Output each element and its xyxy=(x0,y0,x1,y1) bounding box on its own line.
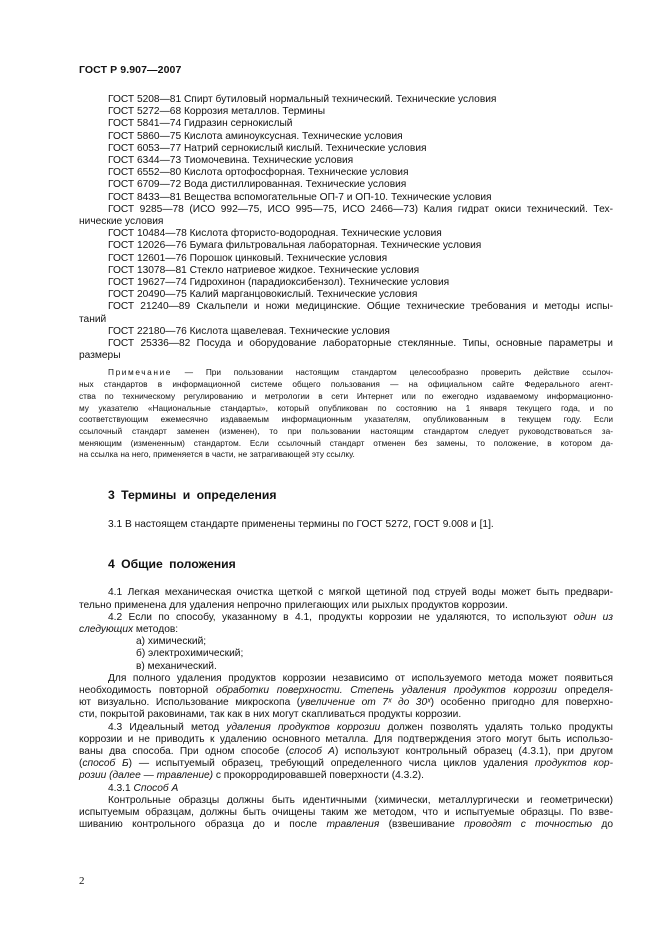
text-run: ( xyxy=(79,758,83,770)
italic-run: продуктов кор- xyxy=(534,758,613,770)
italic-run: травления xyxy=(326,819,380,831)
italic-run: удаления продуктов коррозии xyxy=(226,721,381,733)
section-heading: 3 Термины и определения xyxy=(108,488,277,503)
italic-run: способ Б xyxy=(82,758,129,770)
text-run: ваны два способа. При одном способе ( xyxy=(79,745,290,757)
text-run: 4.3.1 xyxy=(108,782,134,794)
text-line xyxy=(79,612,613,624)
paragraph-full-removal xyxy=(79,673,613,722)
reference-item: ГОСТ 6344—73 Тиомочевина. Технические условия xyxy=(108,155,354,167)
text-run: должен позволять удалять только продукты xyxy=(380,721,613,733)
note-line: меняющим (измененным) стандартом. Если ссылочный стандарт отменен без замены, то положение, в котором да- xyxy=(79,437,613,448)
text-line: 4.1 Легкая механическая очистка щеткой с мягкой щетиной под струей воды может быть предвари- xyxy=(108,587,613,599)
document-code-header: ГОСТ Р 9.907—2007 xyxy=(79,64,182,76)
reference-item: ГОСТ 20490—75 Калий марганцовокислый. Технические условия xyxy=(108,289,418,301)
page-content xyxy=(79,94,613,831)
text-line: Контрольные образцы должны быть идентичными (химически, металлургически и геометрически) xyxy=(108,794,613,806)
paragraph-4-3 xyxy=(79,722,613,783)
text-line: Для полного удаления продуктов коррозии независимо от используемого метода может появиться xyxy=(108,672,613,684)
text-run: шиванию контрольного образца до и после xyxy=(79,819,327,831)
reference-item: ГОСТ 19627—74 Гидрохинон (парадиоксибензол). Технические условия xyxy=(108,277,450,289)
text-line xyxy=(79,685,613,697)
text-run: с прокорродировавшей поверхности (4.3.2). xyxy=(213,770,424,782)
text-line xyxy=(79,746,613,758)
paragraph: 3.1 В настоящем стандарте применены термины по ГОСТ 5272, ГОСТ 9.008 и [1]. xyxy=(108,519,494,531)
section-heading: 4 Общие положения xyxy=(108,557,236,572)
text-run: определя- xyxy=(556,684,613,696)
text-run: 4.2 Если по способу, указанному в 4.1, продукты коррозии не удаляются, то используют xyxy=(108,611,574,623)
section-3 xyxy=(79,488,613,531)
reference-item: ГОСТ 5860—75 Кислота аминоуксусная. Технические условия xyxy=(108,130,403,142)
paragraph-4-1 xyxy=(79,587,613,611)
reference-item: ГОСТ 5208—81 Спирт бутиловый нормальный технический. Технические условия xyxy=(108,94,497,105)
method-item: в) механический. xyxy=(136,660,217,672)
normative-references-list xyxy=(79,94,613,362)
text-line: сти, покрытой раковинами, так как в них могут скапливаться продукты коррозии. xyxy=(79,709,462,721)
text-line xyxy=(79,722,613,734)
note-line: ссылочный стандарт заменен (изменен), то при пользовании настоящим стандартом следует руководствоваться за- xyxy=(79,425,613,436)
note-text: — При пользовании настоящим стандартом целесообразно проверить действие ссылоч- xyxy=(184,367,613,378)
reference-item: ГОСТ 12601—76 Порошок цинковый. Технические условия xyxy=(108,252,388,264)
italic-run: один из xyxy=(573,611,613,623)
section-4 xyxy=(79,557,613,831)
reference-item: ГОСТ 6552—80 Кислота ортофосфорная. Технические условия xyxy=(108,167,409,179)
reference-item: ГОСТ 22180—76 Кислота щавелевая. Технические условия xyxy=(108,325,390,337)
reference-note xyxy=(79,367,613,461)
italic-run: увеличение от 7ˣ до 30ˣ xyxy=(300,697,431,709)
italic-run: следующих xyxy=(79,623,134,635)
reference-item: ГОСТ 9285—78 (ИСО 992—75, ИСО 995—75, ИСО 2466—73) Калия гидрат окиси технический. Тех- xyxy=(108,203,613,215)
reference-item: ГОСТ 25336—82 Посуда и оборудование лабораторные стеклянные. Типы, основные параметры и xyxy=(108,338,613,350)
note-label: Примечание xyxy=(108,367,173,378)
italic-run: проводят с точностью xyxy=(464,819,592,831)
text-line xyxy=(79,758,613,770)
reference-item: ГОСТ 6709—72 Вода дистиллированная. Технические условия xyxy=(108,179,407,191)
text-run: ) используют контрольный образец (4.3.1), при другом xyxy=(334,745,613,757)
text-run: ) особенно пригодно для поверхно- xyxy=(430,697,613,709)
text-line xyxy=(79,697,613,709)
reference-item: ГОСТ 13078—81 Стекло натриевое жидкое. Технические условия xyxy=(108,264,420,276)
italic-run: Способ А xyxy=(133,782,179,794)
text-line: испытуемым образцам, должны быть очищены таким же методом, что и испытуемые образцы. По взве- xyxy=(79,806,613,818)
text-run: методов: xyxy=(133,623,179,635)
text-run: ют визуально. Использование микроскопа ( xyxy=(79,697,301,709)
text-run: необходимость повторной xyxy=(79,684,216,696)
text-run: до xyxy=(592,819,613,831)
note-line: му указателю «Национальные стандарты», который опубликован по состоянию на 1 января текущего года, и по xyxy=(79,402,613,413)
reference-item: ГОСТ 12026—76 Бумага фильтровальная лабораторная. Технические условия xyxy=(108,240,482,252)
paragraph-control-samples xyxy=(79,795,613,832)
text-run: (взвешивание xyxy=(379,819,465,831)
reference-item-continuation: нические условия xyxy=(79,216,164,228)
reference-item: ГОСТ 21240—89 Скальпели и ножи медицинские. Общие технические требования и методы испы- xyxy=(108,301,613,313)
method-item: б) электрохимический; xyxy=(136,648,244,660)
reference-item: ГОСТ 10484—78 Кислота фтористо-водородная. Технические условия xyxy=(108,228,442,240)
note-line: ства по техническому регулированию и метрологии в сети Интернет или по ежегодно издаваемому информационно- xyxy=(79,390,613,401)
italic-run: способ А xyxy=(289,745,335,757)
reference-item-continuation: таний xyxy=(79,313,107,325)
reference-item: ГОСТ 5272—68 Коррозия металлов. Термины xyxy=(108,106,326,118)
text-line: тельно применена для удаления непрочно прилегающих или рыхлых продуктов коррозии. xyxy=(79,599,508,611)
page-number: 2 xyxy=(79,875,85,887)
reference-item: ГОСТ 6053—77 Натрий сернокислый кислый. Технические условия xyxy=(108,142,427,154)
italic-run: обработки поверхности. Степень удаления продуктов коррозии xyxy=(215,684,557,696)
text-line xyxy=(79,770,613,782)
text-line xyxy=(79,819,613,831)
reference-item: ГОСТ 8433—81 Вещества вспомогательные ОП-7 и ОП-10. Технические условия xyxy=(108,191,492,203)
note-first-line xyxy=(79,367,613,379)
paragraph-4-2 xyxy=(79,612,613,673)
note-line: на ссылка на него, применяется в части, не затрагивающей эту ссылку. xyxy=(79,449,355,460)
subsection-4-3-1-heading xyxy=(79,783,613,795)
italic-run: розии (далее — травление) xyxy=(79,770,214,782)
reference-item-continuation: размеры xyxy=(79,350,121,362)
text-line xyxy=(79,624,613,636)
note-line: соответствующим ежемесячно издаваемым информационным указателям, опубликованным в текущем году. Если xyxy=(79,414,613,425)
note-line: ных стандартов в информационной системе общего пользования — на официальном сайте Федерального агент- xyxy=(79,379,613,390)
text-line: коррозии и не приводить к удалению основного металла. Для подтверждения этого могут быть использо- xyxy=(79,733,613,745)
method-item: а) химический; xyxy=(136,636,207,648)
text-run: ) — испытуемый образец, требующий определенного числа циклов удаления xyxy=(128,758,535,770)
text-run: 4.3 Идеальный метод xyxy=(108,721,227,733)
reference-item: ГОСТ 5841—74 Гидразин сернокислый xyxy=(108,118,293,130)
